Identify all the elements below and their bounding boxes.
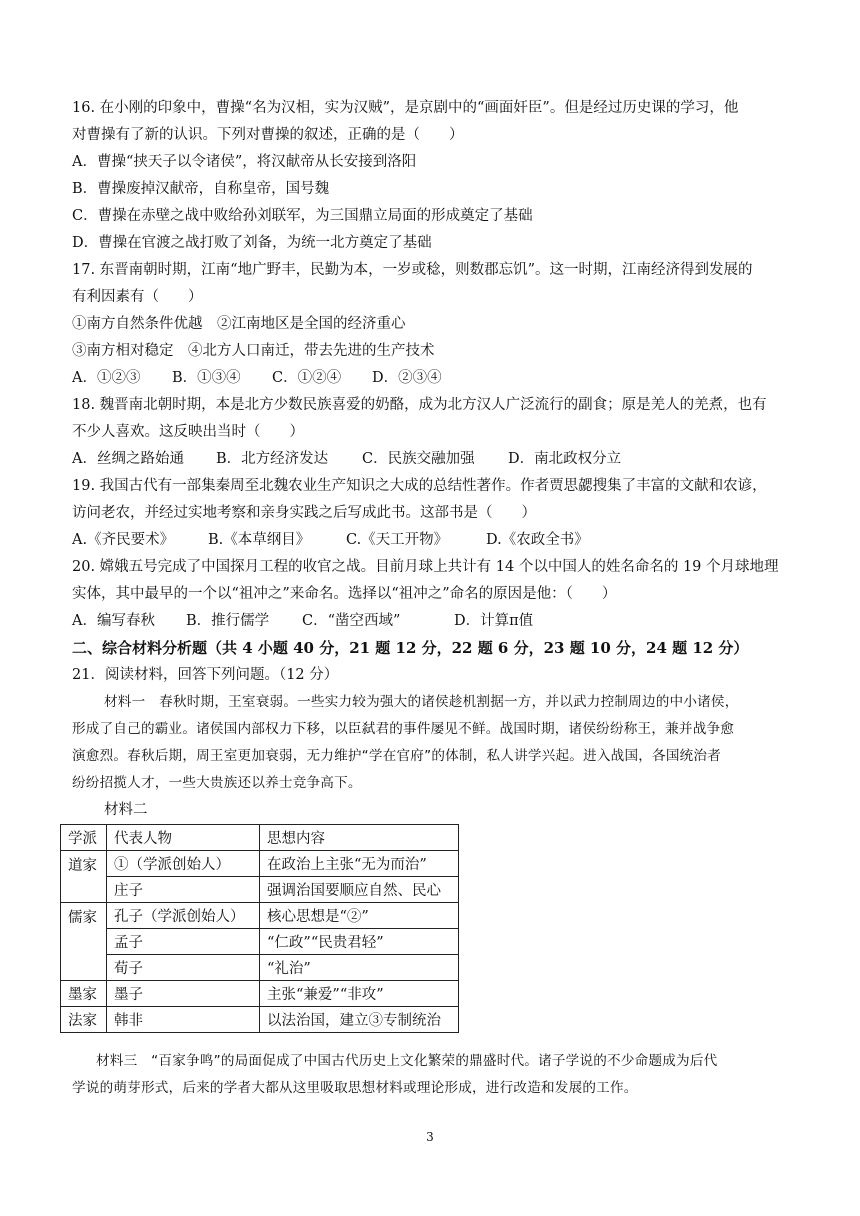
q16-option-b: B．曹操废掉汉献帝，自称皇帝，国号魏 [72, 181, 330, 197]
table-row [61, 877, 459, 903]
table-cell-idea: “礼治” [260, 955, 459, 981]
table-row [61, 955, 459, 981]
page-number: 3 [426, 1130, 434, 1144]
q19-stem-line1: 19. 我国古代有一部集秦周至北魏农业生产知识之大成的总结性著作。作者贾思勰搜集了丰富的文献和农谚， [72, 478, 767, 494]
table-row [61, 981, 459, 1007]
q20-option-a: A．编写春秋 [72, 613, 155, 629]
table-row [61, 903, 459, 929]
section2-heading: 二、综合材料分析题（共 4 小题 40 分，21 题 12 分，22 题 6 分，23 题 10 分，24 题 12 分） [72, 639, 749, 657]
table-school-rujia: 儒家 [61, 903, 107, 981]
table-cell-person: ①（学派创始人） [107, 851, 260, 877]
q18-option-b: B．北方经济发达 [216, 451, 329, 467]
q18-option-d: D．南北政权分立 [508, 451, 622, 467]
table-cell-person: 荀子 [107, 955, 260, 981]
q19-option-a: A.《齐民要术》 [72, 532, 175, 548]
q17-option-a: A．①②③ [72, 370, 141, 386]
table-row [61, 929, 459, 955]
q18-stem-line1: 18. 魏晋南北朝时期，本是北方少数民族喜爱的奶酪，成为北方汉人广泛流行的副食；原是羌人的羌煮，也有 [72, 397, 767, 413]
q19-option-d: D.《农政全书》 [486, 532, 589, 548]
q17-options [72, 368, 442, 388]
table-school-mojia: 墨家 [61, 981, 107, 1007]
table-cell-idea: “仁政”“民贵君轻” [260, 929, 459, 955]
q20-option-b: B．推行儒学 [186, 613, 270, 629]
q18-options [72, 449, 621, 469]
q20-options [72, 611, 533, 631]
table-cell-idea: 核心思想是“②” [260, 903, 459, 929]
q17-option-d: D．②③④ [372, 370, 442, 386]
q16-option-d: D．曹操在官渡之战打败了刘备，为统一北方奠定了基础 [72, 235, 432, 251]
q18-option-c: C．民族交融加强 [362, 451, 475, 467]
q17-option-b: B．①③④ [172, 370, 241, 386]
q21-material1-line2: 形成了自己的霸业。诸侯国内部权力下移，以臣弑君的事件屡见不鲜。战国时期，诸侯纷纷称王，兼并战争愈 [72, 721, 735, 737]
table-cell-person: 庄子 [107, 877, 260, 903]
q18-option-a: A．丝绸之路始通 [72, 451, 184, 467]
table-cell-person: 孟子 [107, 929, 260, 955]
q20-stem-line1: 20. 嫦娥五号完成了中国探月工程的收官之战。目前月球上共计有 14 个以中国人的姓名命名的 19 个月球地理 [72, 559, 779, 575]
table-school-fajia: 法家 [61, 1007, 107, 1033]
q21-material3-line1: 材料三 “百家争鸣”的局面促成了中国古代历史上文化繁荣的鼎盛时代。诸子学说的不少命题成为后代 [96, 1053, 718, 1069]
table-school-daojia: 道家 [61, 851, 107, 903]
table-cell-person: 韩非 [107, 1007, 260, 1033]
table-cell-idea: 强调治国要顺应自然、民心 [260, 877, 459, 903]
table-cell-idea: 以法治国，建立③专制统治 [260, 1007, 459, 1033]
q18-stem-line2: 不少人喜欢。这反映出当时（ ） [72, 424, 304, 440]
q21-instruction: 21．阅读材料，回答下列问题。（12 分） [72, 667, 339, 683]
q19-option-b: B.《本草纲目》 [208, 532, 311, 548]
q21-material1-line4: 纷纷招揽人才，一些大贵族还以养士竞争高下。 [72, 775, 362, 791]
q17-statements-line2: ③南方相对稳定 ④北方人口南迁，带去先进的生产技术 [72, 343, 435, 359]
table-cell-person: 孔子（学派创始人） [107, 903, 260, 929]
table-header-school: 学派 [61, 825, 107, 851]
q19-options [72, 530, 589, 550]
table-header-person: 代表人物 [107, 825, 260, 851]
table-header-row [61, 825, 459, 851]
schools-table [60, 824, 459, 1033]
q21-material1-line3: 演愈烈。春秋后期，周王室更加衰弱，无力维护“学在官府”的体制，私人讲学兴起。进入战国，各国统治者 [72, 748, 721, 764]
q16-option-a: A．曹操“挟天子以令诸侯”，将汉献帝从长安接到洛阳 [72, 154, 417, 170]
table-row [61, 1007, 459, 1033]
q17-statements-line1: ①南方自然条件优越 ②江南地区是全国的经济重心 [72, 316, 406, 332]
q20-stem-line2: 实体，其中最早的一个以“祖冲之”来命名。选择以“祖冲之”命名的原因是他：（ ） [72, 586, 617, 602]
q19-option-c: C.《天工开物》 [346, 532, 449, 548]
q17-option-c: C．①②④ [272, 370, 342, 386]
table-cell-person: 墨子 [107, 981, 260, 1007]
q21-material2-label: 材料二 [104, 802, 148, 818]
q16-stem-line1: 16. 在小刚的印象中，曹操“名为汉相，实为汉贼”，是京剧中的“画面奸臣”。但是经过历史课的学习，他 [72, 100, 739, 116]
q20-option-d: D．计算π值 [454, 613, 534, 629]
q17-stem-line1: 17. 东晋南朝时期，江南“地广野丰，民勤为本，一岁或稔，则数郡忘饥”。这一时期，江南经济得到发展的 [72, 262, 753, 278]
q21-material1-line1: 材料一 春秋时期，王室衰弱。一些实力较为强大的诸侯趁机割据一方，并以武力控制周边的中小诸侯， [104, 694, 739, 710]
q21-material3-line2: 学说的萌芽形式，后来的学者大都从这里吸取思想材料或理论形成，进行改造和发展的工作。 [72, 1080, 638, 1096]
q19-stem-line2: 访问老农，并经过实地考察和亲身实践之后写成此书。这部书是（ ） [72, 505, 536, 521]
q16-stem-line2: 对曹操有了新的认识。下列对曹操的叙述，正确的是（ ） [72, 127, 464, 143]
q16-option-c: C．曹操在赤壁之战中败给孙刘联军，为三国鼎立局面的形成奠定了基础 [72, 208, 533, 224]
table-cell-idea: 在政治上主张“无为而治” [260, 851, 459, 877]
q17-stem-line2: 有利因素有（ ） [72, 289, 203, 305]
table-row [61, 851, 459, 877]
table-cell-idea: 主张“兼爱”“非攻” [260, 981, 459, 1007]
q20-option-c: C．“凿空西域” [302, 613, 401, 629]
table-header-idea: 思想内容 [260, 825, 459, 851]
